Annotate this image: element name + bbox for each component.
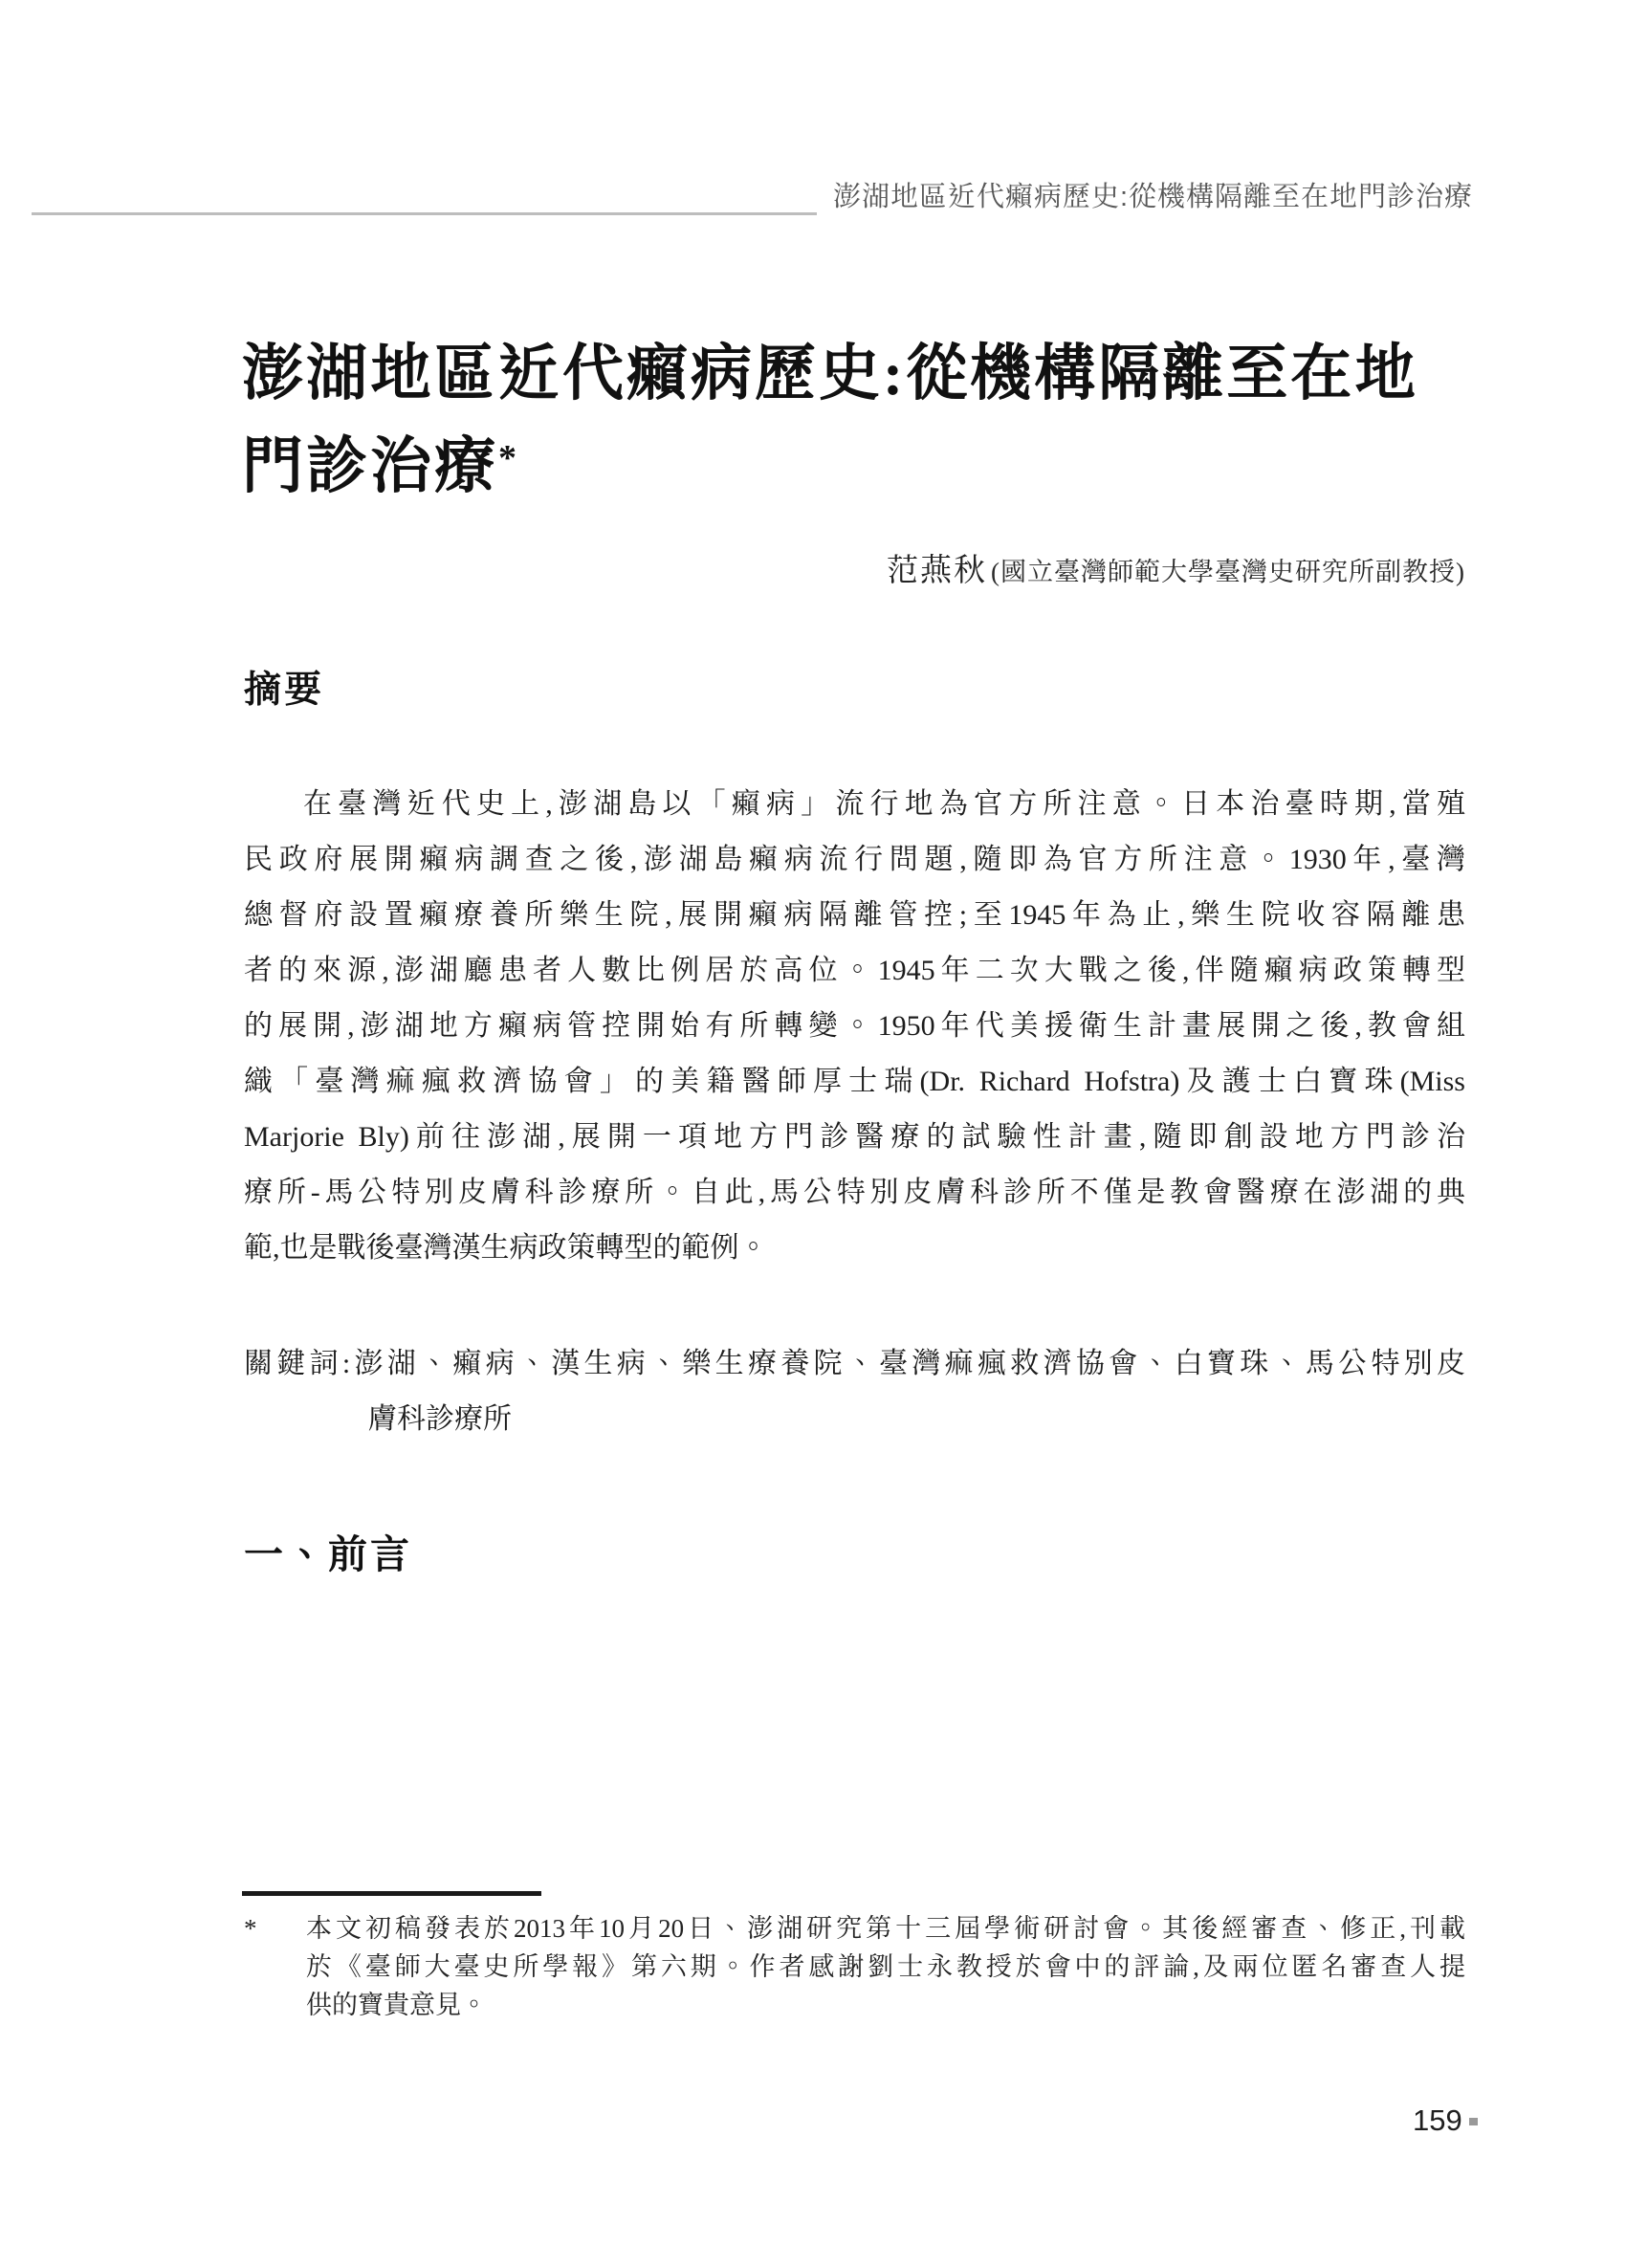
abstract-line: 範,也是戰後臺灣漢生病政策轉型的範例。 [244, 1232, 768, 1264]
article-title-line1: 澎湖地區近代癩病歷史:從機構隔離至在地 [242, 340, 1419, 407]
page-number: 159 [1413, 2103, 1462, 2137]
abstract-line: 織「臺灣痲瘋救濟協會」的美籍醫師厚士瑞(Dr. Richard Hofstra)及護士白寶珠(Miss [244, 1066, 1465, 1097]
abstract-heading: 摘要 [244, 670, 325, 711]
author-line [887, 545, 1465, 590]
title-footnote-asterisk: * [498, 438, 516, 478]
keywords-line1 [244, 1336, 1465, 1392]
abstract-line: 民政府展開癩病調查之後,澎湖島癩病流行問題,隨即為官方所注意。1930年,臺灣 [244, 844, 1465, 875]
abstract-line: Marjorie Bly)前往澎湖,展開一項地方門診醫療的試驗性計畫,隨即創設地方門診治 [244, 1121, 1465, 1153]
author-affiliation: (國立臺灣師範大學臺灣史研究所副教授) [991, 558, 1465, 586]
article-title-line2-wrap [242, 416, 1485, 509]
abstract-line: 的展開,澎湖地方癩病管控開始有所轉變。1950年代美援衛生計畫展開之後,教會組 [244, 1010, 1465, 1042]
keywords-text-line1: 澎湖、癩病、漢生病、樂生療養院、臺灣痲瘋救濟協會、白寶珠、馬公特別皮 [350, 1348, 1465, 1379]
page-number-marker-square [1469, 2118, 1478, 2125]
footnote-asterisk: * [244, 1914, 257, 1943]
article-title-line2: 門診治療 [242, 432, 498, 500]
article-title [242, 331, 1485, 509]
abstract-paragraph [244, 777, 1465, 1276]
abstract-line: 療所-馬公特別皮膚科診療所。自此,馬公特別皮膚科診所不僅是教會醫療在澎湖的典 [244, 1177, 1465, 1208]
author-name: 范燕秋 [887, 554, 988, 588]
keywords-line2: 膚科診療所 [368, 1403, 512, 1435]
abstract-line: 總督府設置癩療養所樂生院,展開癩病隔離管控;至1945年為止,樂生院收容隔離患 [244, 899, 1465, 931]
footnote-block [244, 1909, 1465, 2024]
footnote-line: 本文初稿發表於2013年10月20日、澎湖研究第十三屆學術研討會。其後經審查、修正,刊載 [306, 1914, 1465, 1943]
section-heading-introduction: 一、前言 [244, 1532, 412, 1576]
keywords-label: 關鍵詞: [244, 1348, 351, 1379]
running-head: 澎湖地區近代癩病歷史:從機構隔離至在地門診治療 [832, 182, 1473, 212]
keywords-block [244, 1336, 1465, 1447]
footnote-line: 於《臺師大臺史所學報》第六期。作者感謝劉士永教授於會中的評論,及兩位匿名審查人提 [306, 1952, 1465, 1981]
header-rule [32, 212, 817, 215]
footnote-line: 供的寶貴意見。 [306, 1991, 487, 2019]
footnote-separator-rule [242, 1891, 541, 1896]
abstract-line: 者的來源,澎湖廳患者人數比例居於高位。1945年二次大戰之後,伴隨癩病政策轉型 [244, 955, 1465, 986]
abstract-line: 在臺灣近代史上,澎湖島以「癩病」流行地為官方所注意。日本治臺時期,當殖 [303, 788, 1465, 820]
